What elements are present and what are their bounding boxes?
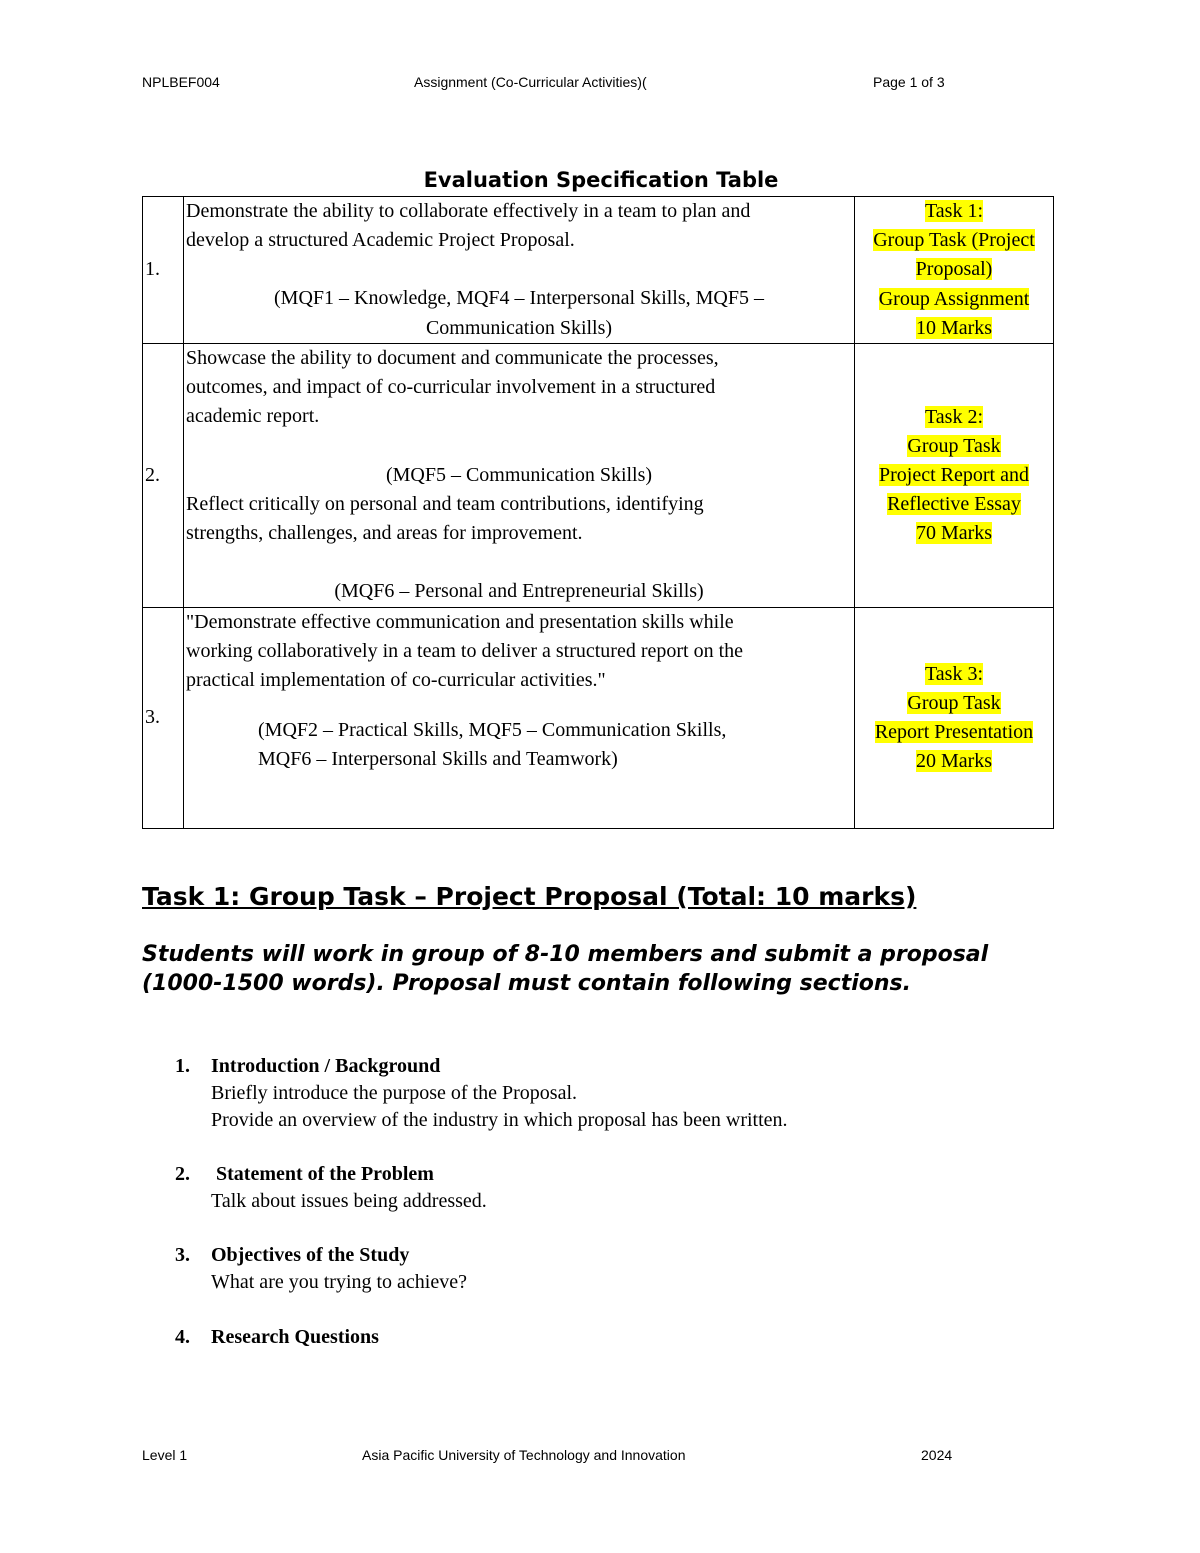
description-line: working collaboratively in a team to deliver a structured report on the xyxy=(186,640,744,663)
section-heading: Objectives of the Study xyxy=(211,1244,410,1266)
description-line: practical implementation of co-curricular activities." xyxy=(186,669,606,692)
task-label: Project Report and xyxy=(879,463,1029,486)
row-description xyxy=(184,344,855,608)
row-description xyxy=(184,197,855,344)
table-row xyxy=(143,197,1054,344)
task-label: Group Task (Project xyxy=(873,229,1035,252)
description-line: "Demonstrate effective communication and presentation skills while xyxy=(186,611,734,634)
section-number: 4. xyxy=(175,1326,190,1348)
section-text: Provide an overview of the industry in which proposal has been written. xyxy=(211,1109,788,1131)
task-cell xyxy=(855,197,1054,344)
table-title: Evaluation Specification Table xyxy=(423,168,779,192)
section-number: 2. xyxy=(175,1163,190,1185)
section-number: 3. xyxy=(175,1244,190,1266)
description-line: Reflect critically on personal and team contributions, identifying xyxy=(186,492,704,515)
description-line: academic report. xyxy=(186,405,320,428)
section-text: Talk about issues being addressed. xyxy=(211,1190,487,1212)
section-statement-of-problem xyxy=(175,1161,487,1215)
header-title: Assignment (Co-Curricular Activities)( xyxy=(414,74,647,90)
footer-year: 2024 xyxy=(921,1447,953,1463)
section-heading: Research Questions xyxy=(211,1326,379,1348)
task-label: Group Assignment xyxy=(878,287,1030,310)
description-line: Showcase the ability to document and communicate the processes, xyxy=(186,347,719,370)
section-introduction xyxy=(175,1053,788,1134)
task-label: Group Task xyxy=(907,691,1001,714)
description-line: Demonstrate the ability to collaborate effectively in a team to plan and xyxy=(186,200,751,222)
section-heading: Introduction / Background xyxy=(211,1055,441,1077)
task-label: Task 1: xyxy=(924,200,984,222)
header-page-number: Page 1 of 3 xyxy=(873,74,945,90)
table-row xyxy=(143,344,1054,608)
section-objectives xyxy=(175,1242,467,1296)
section-text: What are you trying to achieve? xyxy=(211,1271,467,1293)
task-label: Group Task xyxy=(907,434,1001,457)
task-label: Task 2: xyxy=(924,405,984,428)
task-label: Reflective Essay xyxy=(887,493,1021,516)
task-label: Proposal) xyxy=(915,258,993,281)
task-marks: 20 Marks xyxy=(915,750,993,773)
evaluation-specification-table xyxy=(142,196,1054,829)
description-line: (MQF1 – Knowledge, MQF4 – Interpersonal Skills, MQF5 – xyxy=(274,287,764,310)
description-line: Communication Skills) xyxy=(425,316,613,339)
header-code: NPLBEF004 xyxy=(142,74,220,90)
task-marks: 10 Marks xyxy=(915,316,993,339)
row-number: 1. xyxy=(143,197,184,344)
section-text: Briefly introduce the purpose of the Proposal. xyxy=(211,1082,578,1104)
description-line: (MQF6 – Personal and Entrepreneurial Skills) xyxy=(334,580,704,603)
description-line: (MQF5 – Communication Skills) xyxy=(385,463,653,486)
description-line: outcomes, and impact of co-curricular involvement in a structured xyxy=(186,376,716,399)
footer-level: Level 1 xyxy=(142,1447,188,1463)
task-label: Report Presentation xyxy=(874,721,1034,744)
task1-heading: Task 1: Group Task – Project Proposal (Total: 10 marks) xyxy=(142,882,917,911)
row-number: 2. xyxy=(143,344,184,608)
description-line: MQF6 – Interpersonal Skills and Teamwork) xyxy=(258,747,618,770)
section-heading: Statement of the Problem xyxy=(211,1163,434,1185)
description-line: strengths, challenges, and areas for improvement. xyxy=(186,522,583,545)
description-line: (MQF2 – Practical Skills, MQF5 – Communication Skills, xyxy=(258,718,727,741)
task-cell xyxy=(855,608,1054,829)
task-marks: 70 Marks xyxy=(915,522,993,545)
section-research-questions xyxy=(175,1324,379,1351)
task1-instructions: Students will work in group of 8-10 members and submit a proposal (1000-1500 words). Proposal must contain following sections. xyxy=(142,942,989,996)
table-row xyxy=(143,608,1054,829)
section-number: 1. xyxy=(175,1055,190,1077)
footer-university: Asia Pacific University of Technology and Innovation xyxy=(362,1447,686,1463)
task-cell xyxy=(855,344,1054,608)
row-number: 3. xyxy=(143,608,184,829)
row-description xyxy=(184,608,855,829)
description-line: develop a structured Academic Project Proposal. xyxy=(186,229,575,252)
task-label: Task 3: xyxy=(924,662,984,685)
